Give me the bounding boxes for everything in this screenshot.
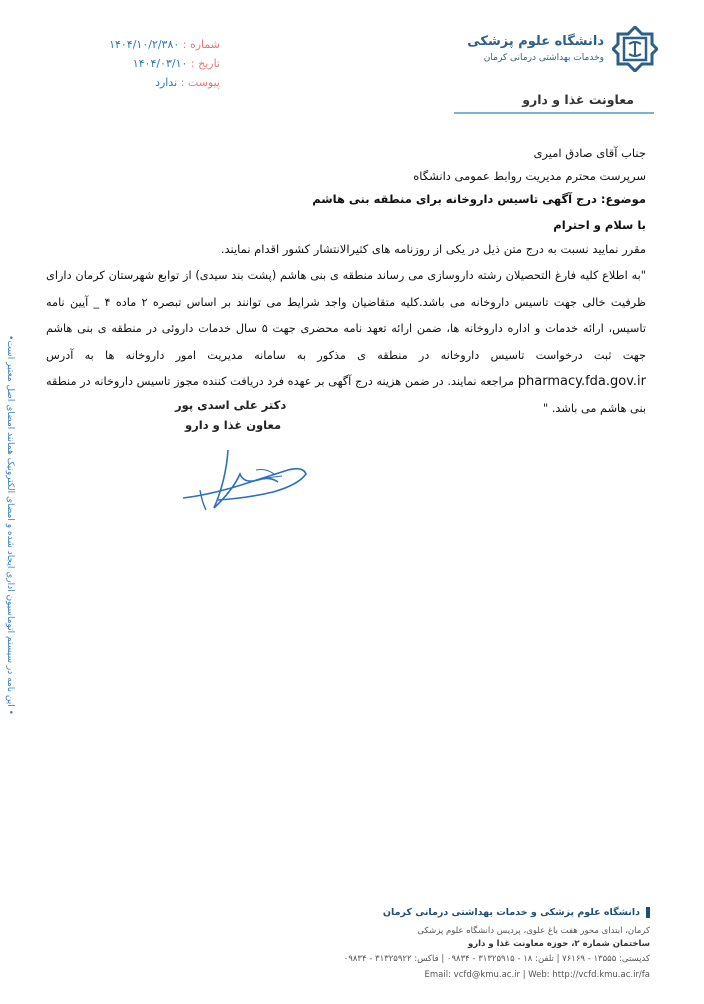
letter-body [46,263,646,422]
number-value: ۱۴۰۴/۱۰/۲/۳۸۰ [109,38,180,51]
signatory-name: دکتر علی اسدی پور [175,398,287,412]
body-text-part2: مراجعه نمایند. در ضمن هزینه درج آگهی بر عهده فرد دریافت کننده مجوز تاسیس داروخانه در منطقه بنی هاشم می باشد. " [46,375,646,415]
subject-line: موضوع: درج آگهی تاسیس داروخانه برای منطقه بنی هاشم [312,192,646,206]
signatory-title: معاون غذا و دارو [185,418,282,432]
letter-attachment [60,76,220,89]
footer-phones: کدپستی: ۱۳۵۵۵ - ۷۶۱۶۹ | تلفن: ۱۸ - ۳۱۳۲۵۹۱۵ - ۰۹۸۳۴ | فاکس: ۳۱۳۲۵۹۲۲ - ۰۹۸۳۴ [343,954,650,964]
letter-date [60,57,220,70]
footer-title: دانشگاه علوم پزشکی و خدمات بهداشتی درمانی کرمان [383,907,650,918]
footer-address: کرمان، ابتدای محور هفت باغ علوی، پردیس دانشگاه علوم پزشکی [417,926,650,936]
attachment-value: ندارد [155,76,178,89]
university-subtitle: وخدمات بهداشتی درمانی کرمان [483,53,604,63]
recipient-name: جناب آقای صادق امیری [533,146,646,160]
pharmacy-url: pharmacy.fda.gov.ir [517,374,646,389]
body-text-part1: "به اطلاع کلیه فارغ التحصیلان رشته داروسازی می رساند منطقه ی بنی هاشم (پشت بند سیدی) از توابع شهرستان کرمان دارای ظرفیت خالی جهت تاسیس داروخانه می باشد.کلیه متقاضیان واجد شرایط می توانند بر اساس تبصره ۲ ماده ۴ _ آیین نامه تاسیس، ارائه خدمات و اداره داروخانه ها، ضمن ارائه تعهد نامه محضری جهت ۵ سال خدمات داروئی در منطقه ی بنی هاشم جهت ثبت درخواست تاسیس داروخانه در منطقه ی مذکور به سامانه مدیریت امور داروخانه ها به آدرس [46,269,646,362]
recipient-title: سرپرست محترم مدیریت روابط عمومی دانشگاه [413,169,646,183]
letter-number [60,38,220,51]
department-title: معاونت غذا و دارو [522,92,634,107]
university-logo [612,26,658,72]
university-name: دانشگاه علوم پزشکی [467,34,604,49]
date-label: تاریخ : [190,57,220,70]
attachment-label: پیوست : [180,76,220,89]
handwritten-signature [178,440,318,520]
footer-contact: Email: vcfd@kmu.ac.ir | Web: http://vcfd.kmu.ac.ir/fa [424,970,650,980]
date-value: ۱۴۰۴/۰۳/۱۰ [132,57,188,70]
greeting: با سلام و احترام [553,218,646,232]
intro-line: مقرر نمایید نسبت به درج متن ذیل در یکی از روزنامه های کثیرالانتشار کشور اقدام نمایند. [220,242,646,256]
footer-building: ساختمان شماره ۲، حوزه معاونت غذا و دارو [467,939,650,949]
number-label: شماره : [182,38,220,51]
electronic-signature-note: •این نامه در سیستم اتوماسیون اداری ایجاد شده و امضای الکترونیک همانند امضای اصل معتبر است • [5,335,15,715]
